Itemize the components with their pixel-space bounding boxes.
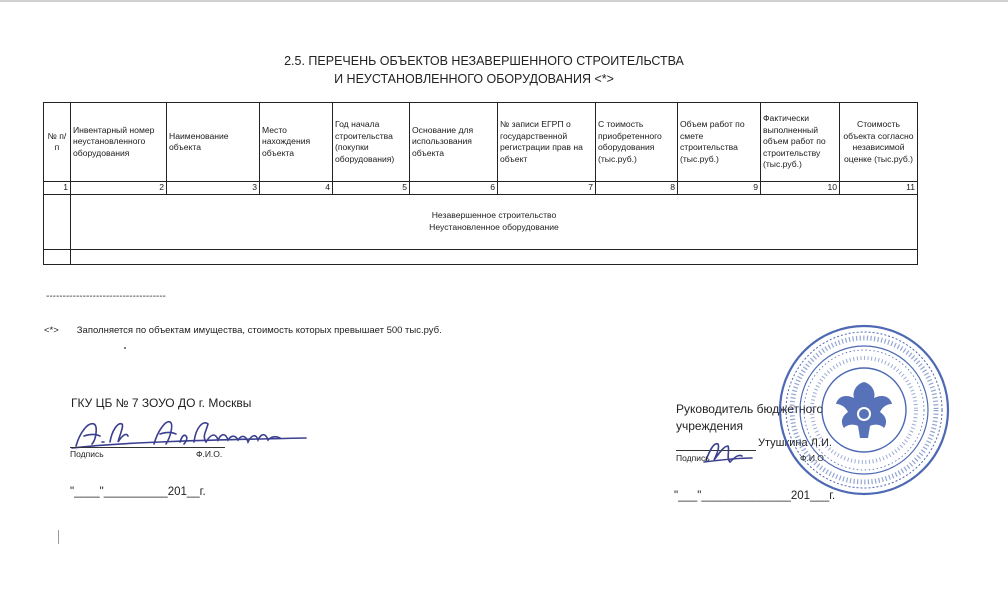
table-empty-row [44,249,918,264]
official-seal [776,322,952,498]
column-header: Наименование объекта [167,103,260,182]
section-label-equipment: Неустановленное оборудование [429,221,559,232]
signature-caption: Подпись [70,449,104,459]
date-field: "____"__________201__г. [70,486,206,498]
footnote-marker: <*> [44,325,59,336]
column-header: № п/п [44,103,71,182]
name-caption: Ф.И.О. [800,453,827,463]
footnote-separator: ------------------------------------ [46,291,166,302]
column-number: 8 [596,182,678,195]
column-number: 10 [761,182,840,195]
column-number: 11 [840,182,918,195]
column-number: 3 [167,182,260,195]
column-header: С тоимость приобретенного оборудования (тыс.руб.) [596,103,678,182]
column-number: 1 [44,182,71,195]
column-number: 4 [260,182,333,195]
table-body-row [44,194,918,249]
column-number: 5 [333,182,410,195]
column-number: 7 [498,182,596,195]
table-cell [71,249,918,264]
objects-table [43,102,918,265]
column-header: № записи ЕГРП о государственной регистрации прав на объект [498,103,596,182]
column-number: 9 [678,182,761,195]
column-header: Объем работ по смете строительства (тыс.руб.) [678,103,761,182]
column-header: Фактически выполненный объем работ по строительству (тыс.руб.) [761,103,840,182]
page-title-line-2: И НЕУСТАНОВЛЕННОГО ОБОРУДОВАНИЯ <*> [334,72,614,86]
page-title-line-1: 2.5. ПЕРЕЧЕНЬ ОБЪЕКТОВ НЕЗАВЕРШЕННОГО СТРОИТЕЛЬСТВА [284,54,684,68]
column-header: Инвентарный номер неустановленного оборудования [71,103,167,182]
signature-line [70,447,225,448]
organization-name: ГКУ ЦБ № 7 ЗОУО ДО г. Москвы [71,396,252,410]
footnote-text: Заполняется по объектам имущества, стоимость которых превышает 500 тыс.руб. [76,325,442,336]
top-edge-line [0,0,1008,2]
column-header: Место нахождения объекта [260,103,333,182]
date-field: "___"______________201___г. [674,490,836,502]
name-caption: Ф.И.О. [196,449,223,459]
section-labels-cell [71,194,918,249]
column-number-row [44,182,918,195]
column-number: 6 [410,182,498,195]
footnote [44,325,442,336]
signer-role-line-1: Руководитель бюджетного [676,402,824,416]
signer-name: Утушкина Л.И. [758,437,832,449]
table-cell [44,249,71,264]
section-label-construction: Незавершенное строительство [431,210,557,220]
column-number: 2 [71,182,167,195]
signature-caption: Подпись [676,453,710,463]
table-header-row [44,103,918,182]
signer-role-line-2: учреждения [676,419,743,433]
scan-mark [58,530,59,544]
column-header: Год начала строительства (покупки оборудования) [333,103,410,182]
handwritten-signature [66,412,316,452]
scan-speck [124,347,126,349]
column-header: Основание для использования объекта [410,103,498,182]
column-header: Стоимость объекта согласно независимой оценке (тыс.руб.) [840,103,918,182]
table-cell [44,194,71,249]
